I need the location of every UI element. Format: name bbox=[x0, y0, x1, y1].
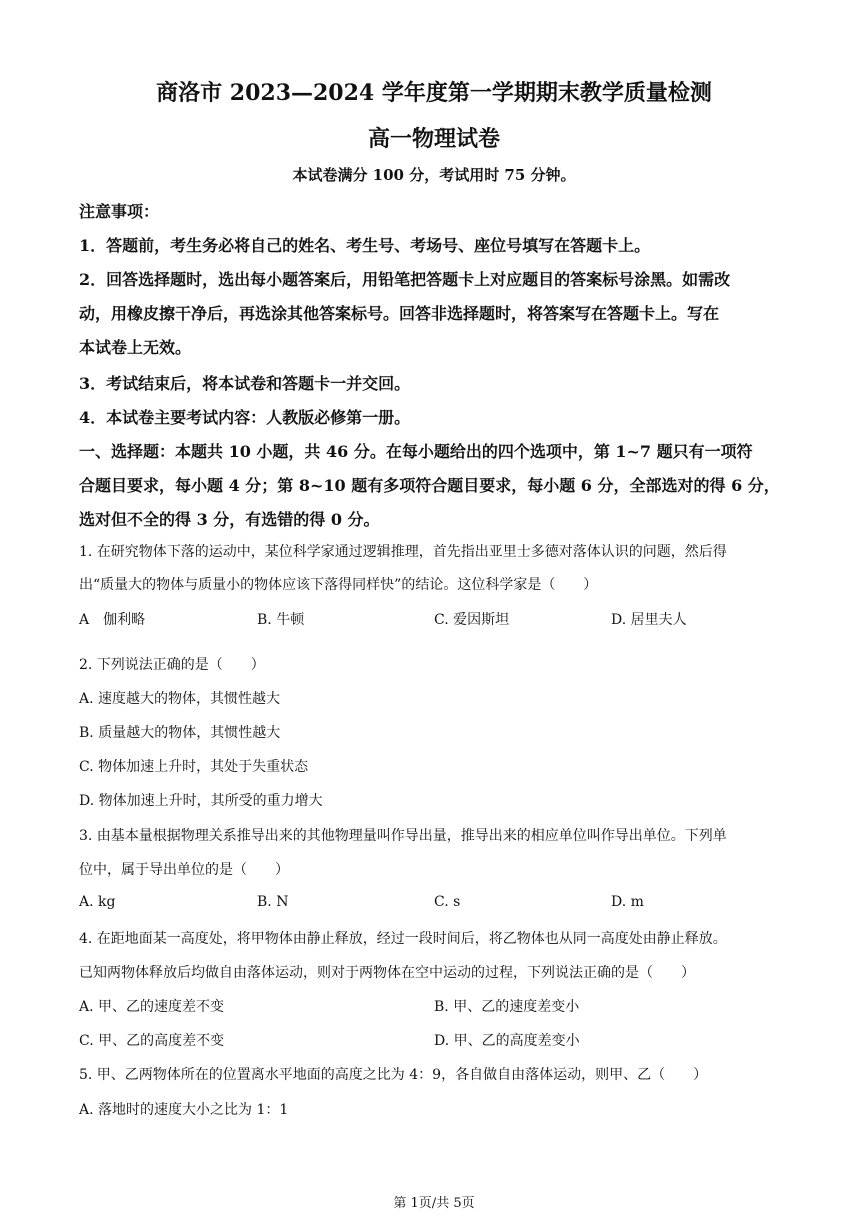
question-2-option-c: C. 物体加速上升时，其处于失重状态 bbox=[79, 759, 309, 775]
question-3-line: 位中，属于导出单位的是（ ） bbox=[79, 862, 289, 878]
note-line: 1．答题前，考生务必将自己的姓名、考生号、考场号、座位号填写在答题卡上。 bbox=[79, 236, 651, 255]
question-3-option-b: B. N bbox=[257, 894, 289, 910]
exam-subtitle: 高一物理试卷 bbox=[367, 126, 500, 152]
question-4-option-c: C. 甲、乙的高度差不变 bbox=[79, 1033, 225, 1049]
section-heading-line: 合题目要求，每小题 4 分；第 8~10 题有多项符合题目要求，每小题 6 分，全部选对的得 6 分， bbox=[79, 476, 780, 495]
section-heading-line: 选对但不全的得 3 分，有选错的得 0 分。 bbox=[79, 510, 380, 529]
note-line: 动，用橡皮擦干净后，再选涂其他答案标号。回答非选择题时，将答案写在答题卡上。写在 bbox=[79, 304, 720, 323]
question-4-option-b: B. 甲、乙的速度差变小 bbox=[434, 999, 580, 1015]
question-1-option-d: D. 居里夫人 bbox=[611, 612, 687, 628]
question-3-option-c: C. s bbox=[434, 894, 461, 910]
question-4-line: 4. 在距地面某一高度处，将甲物体由静止释放，经过一段时间后，将乙物体也从同一高度处由静止释放。 bbox=[79, 931, 727, 947]
score-note: 本试卷满分 100 分，考试用时 75 分钟。 bbox=[292, 166, 576, 184]
note-line: 4．本试卷主要考试内容：人教版必修第一册。 bbox=[79, 408, 411, 427]
note-line: 2．回答选择题时，选出每小题答案后，用铅笔把答题卡上对应题目的答案标号涂黑。如需改 bbox=[79, 270, 731, 289]
question-4-option-d: D. 甲、乙的高度差变小 bbox=[434, 1033, 580, 1049]
notes-heading: 注意事项： bbox=[79, 202, 160, 221]
question-1-option-a: A 伽利略 bbox=[79, 612, 146, 628]
question-2-stem: 2. 下列说法正确的是（ ） bbox=[79, 657, 265, 673]
question-4-option-a: A. 甲、乙的速度差不变 bbox=[79, 999, 225, 1015]
note-line: 3．考试结束后，将本试卷和答题卡一并交回。 bbox=[79, 374, 411, 393]
question-5-stem: 5. 甲、乙两物体所在的位置离水平地面的高度之比为 4：9，各自做自由落体运动，则甲、乙（ ） bbox=[79, 1067, 708, 1083]
question-2-option-a: A. 速度越大的物体，其惯性越大 bbox=[79, 691, 281, 707]
note-line: 本试卷上无效。 bbox=[79, 338, 192, 357]
question-2-option-d: D. 物体加速上升时，其所受的重力增大 bbox=[79, 793, 323, 809]
section-heading-line: 一、选择题：本题共 10 小题，共 46 分。在每小题给出的四个选项中，第 1~7 题只有一项符 bbox=[79, 442, 753, 461]
question-4-line: 已知两物体释放后均做自由落体运动，则对于两物体在空中运动的过程，下列说法正确的是（ ） bbox=[79, 965, 695, 981]
question-1-line: 1. 在研究物体下落的运动中，某位科学家通过逻辑推理，首先指出亚里士多德对落体认识的问题，然后得 bbox=[79, 544, 727, 560]
question-3-option-a: A. kg bbox=[79, 894, 116, 910]
question-1-option-c: C. 爱因斯坦 bbox=[434, 612, 510, 628]
question-1-line: 出“质量大的物体与质量小的物体应该下落得同样快”的结论。这位科学家是（ ） bbox=[79, 577, 598, 593]
question-3-option-d: D. m bbox=[611, 894, 644, 910]
question-1-option-b: B. 牛顿 bbox=[257, 612, 305, 628]
page-number: 第 1页/共 5页 bbox=[393, 1196, 475, 1211]
question-2-option-b: B. 质量越大的物体，其惯性越大 bbox=[79, 725, 281, 741]
exam-title: 商洛市 2023—2024 学年度第一学期期末教学质量检测 bbox=[156, 80, 712, 106]
question-3-line: 3. 由基本量根据物理关系推导出来的其他物理量叫作导出量，推导出来的相应单位叫作导出单位。下列单 bbox=[79, 828, 727, 844]
question-5-option-a: A. 落地时的速度大小之比为 1：1 bbox=[79, 1102, 289, 1118]
